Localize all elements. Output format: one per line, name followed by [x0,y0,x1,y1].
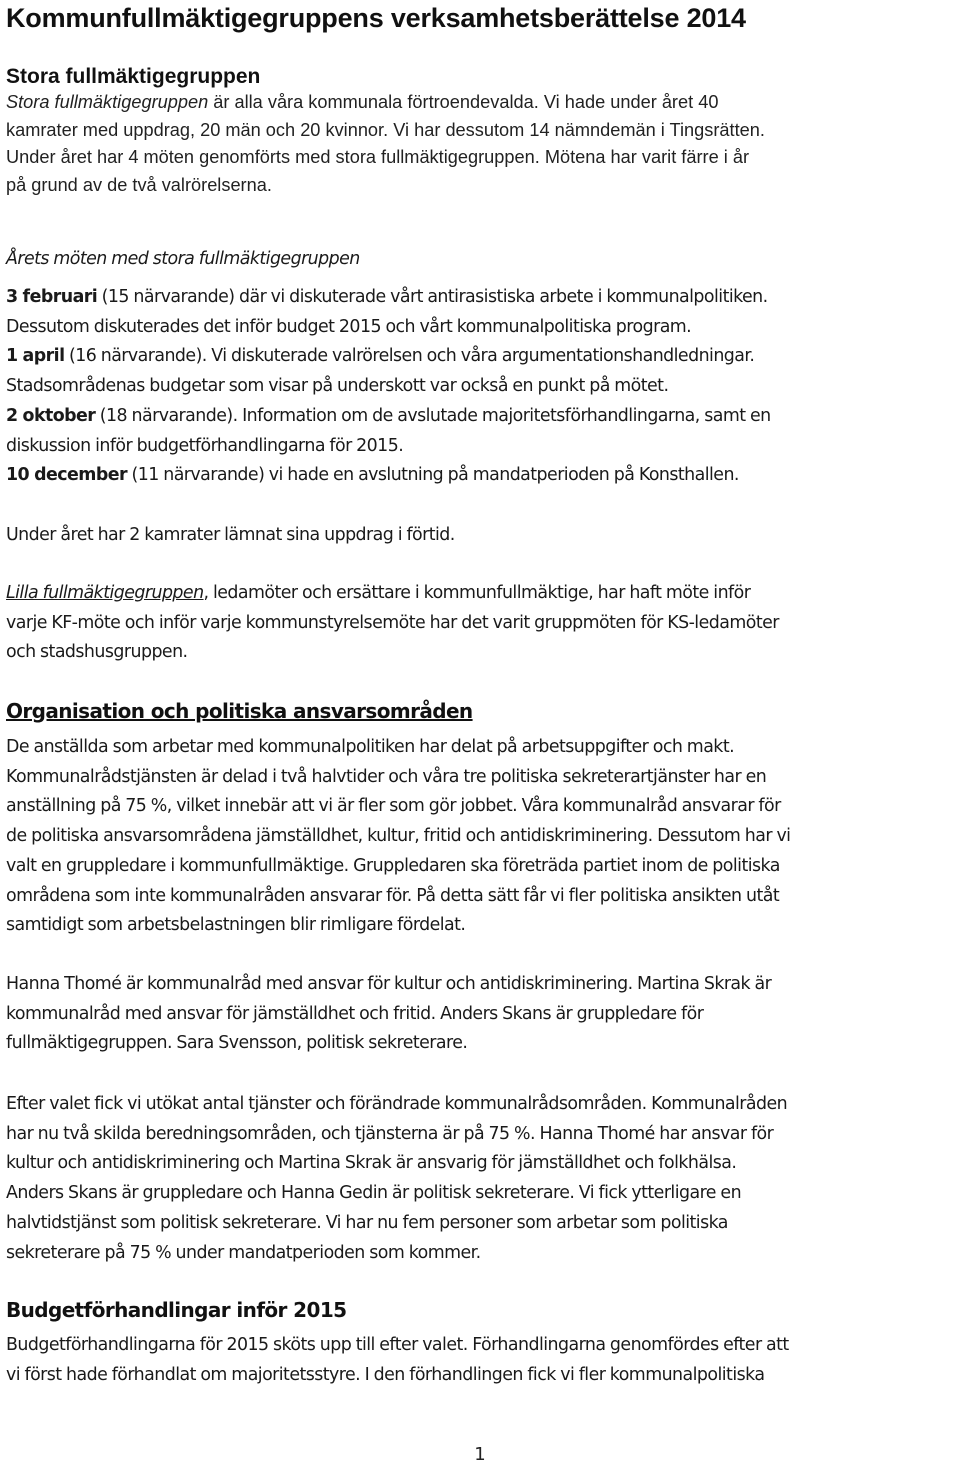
paragraph-line: vi först hade förhandlat om majoritetsstyre. I den förhandlingen fick vi fler kommunalpolitiska [6,1364,765,1385]
meeting-date: 3 februari [6,287,98,307]
meeting-item-cont: diskussion inför budgetförhandlingarna för 2015. [6,435,404,456]
meeting-date: 1 april [6,346,65,367]
left-note: Under året har 2 kamrater lämnat sina uppdrag i förtid. [6,525,455,545]
paragraph-line: Budgetförhandlingarna för 2015 sköts upp till efter valet. Förhandlingarna genomfördes efter att [6,1335,789,1355]
meeting-item-cont: Dessutom diskuterades det inför budget 2015 och vårt kommunalpolitiska program. [6,316,692,337]
organisation-paragraph-3 [6,1090,956,1268]
paragraph-line: halvtidstjänst som politisk sekreterare. Vi har nu fem personer som arbetar som politiska [6,1212,728,1233]
budget-paragraph [6,1331,956,1390]
emphasis-text: Stora fullmäktigegruppen [6,92,209,112]
document-title: Kommunfullmäktigegruppens verksamhetsberättelse 2014 [6,3,746,33]
meeting-item-cont: Stadsområdenas budgetar som visar på underskott var också en punkt på mötet. [6,376,669,397]
paragraph-line: Hanna Thomé är kommunalråd med ansvar för kultur och antidiskriminering. Martina Skrak är [6,974,772,994]
meeting-date: 2 oktober [6,405,96,426]
meeting-item [6,461,956,491]
paragraph-line: kultur och antidiskriminering och Martina Skrak är ansvarig för jämställdhet och folkhälsa. [6,1153,737,1174]
organisation-paragraph-2 [6,970,956,1059]
paragraph-line: har nu två skilda beredningsområden, och tjänsterna är på 75 %. Hanna Thomé har ansvar för [6,1123,774,1144]
paragraph-line: fullmäktigegruppen. Sara Svensson, politisk sekreterare. [6,1033,468,1054]
meeting-text: (18 närvarande). Information om de avslutade majoritetsförhandlingarna, samt en [95,405,771,426]
paragraph-line [6,89,956,117]
meeting-date: 10 december [6,465,127,486]
paragraph-line: på grund av de två valrörelserna. [6,174,272,195]
paragraph-line: varje KF-möte och inför varje kommunstyrelsemöte har det varit gruppmöten för KS-ledamöter [6,612,779,633]
paragraph-text: är alla våra kommunala förtroendevalda. Vi hade under året 40 [208,92,719,112]
paragraph-line: valt en gruppledare i kommunfullmäktige. Gruppledaren ska företräda partiet inom de politiska [6,855,780,876]
meeting-item [6,342,956,372]
meeting-item [6,402,956,432]
meeting-text: (16 närvarande). Vi diskuterade valrörelsen och våra argumentationshandledningar. [64,346,755,367]
meeting-text: (11 närvarande) vi hade en avslutning på mandatperioden på Konsthallen. [127,465,739,486]
paragraph-line: samtidigt som arbetsbelastningen blir rimligare fördelat. [6,915,466,936]
paragraph-line: och stadshusgruppen. [6,642,188,663]
meeting-text: (15 närvarande) där vi diskuterade vårt antirasistiska arbete i kommunalpolitiken. [97,287,768,307]
lilla-paragraph [6,579,956,668]
paragraph-line: sekreterare på 75 % under mandatperioden som kommer. [6,1242,481,1263]
page-number: 1 [474,1444,486,1465]
meeting-item [6,283,956,313]
section-heading-stora: Stora fullmäktigegruppen [6,65,261,88]
paragraph-line: de politiska ansvarsområdena jämställdhet, kultur, fritid och antidiskriminering. Dessutom har vi [6,826,791,847]
organisation-paragraph-1 [6,733,956,941]
section-paragraph-stora [6,89,956,199]
paragraph-line: kommunalråd med ansvar för jämställdhet och fritid. Anders Skans är gruppledare för [6,1003,704,1024]
paragraph-text: , ledamöter och ersättare i kommunfullmäktige, har haft möte inför [203,583,751,603]
paragraph-line: områdena som inte kommunalråden ansvarar för. På detta sätt får vi fler politiska ansikten utåt [6,885,780,906]
paragraph-line: Kommunalrådstjänsten är delad i två halvtider och våra tre politiska sekreterartjänster har en [6,766,767,787]
paragraph-line [6,579,956,609]
section-heading-organisation: Organisation och politiska ansvarsområden [6,699,473,723]
paragraph-line: kamrater med uppdrag, 20 män och 20 kvinnor. Vi har dessutom 14 nämndemän i Tingsrätten. [6,119,765,140]
paragraph-line: Efter valet fick vi utökat antal tjänster och förändrade kommunalrådsområden. Kommunalråden [6,1094,788,1114]
section-heading-budget: Budgetförhandlingar inför 2015 [6,1298,347,1322]
paragraph-line: Anders Skans är gruppledare och Hanna Gedin är politisk sekreterare. Vi fick ytterligare en [6,1183,742,1204]
paragraph-line: Under året har 4 möten genomförts med stora fullmäktigegruppen. Mötena har varit färre i år [6,147,750,167]
meetings-list [6,283,956,491]
paragraph-line: anställning på 75 %, vilket innebär att vi är fler som gör jobbet. Våra kommunalråd ansvarar för [6,796,781,817]
paragraph-line: De anställda som arbetar med kommunalpolitiken har delat på arbetsuppgifter och makt. [6,737,735,757]
emphasis-text: Lilla fullmäktigegruppen [6,583,204,603]
meetings-heading: Årets möten med stora fullmäktigegruppen [6,249,360,269]
